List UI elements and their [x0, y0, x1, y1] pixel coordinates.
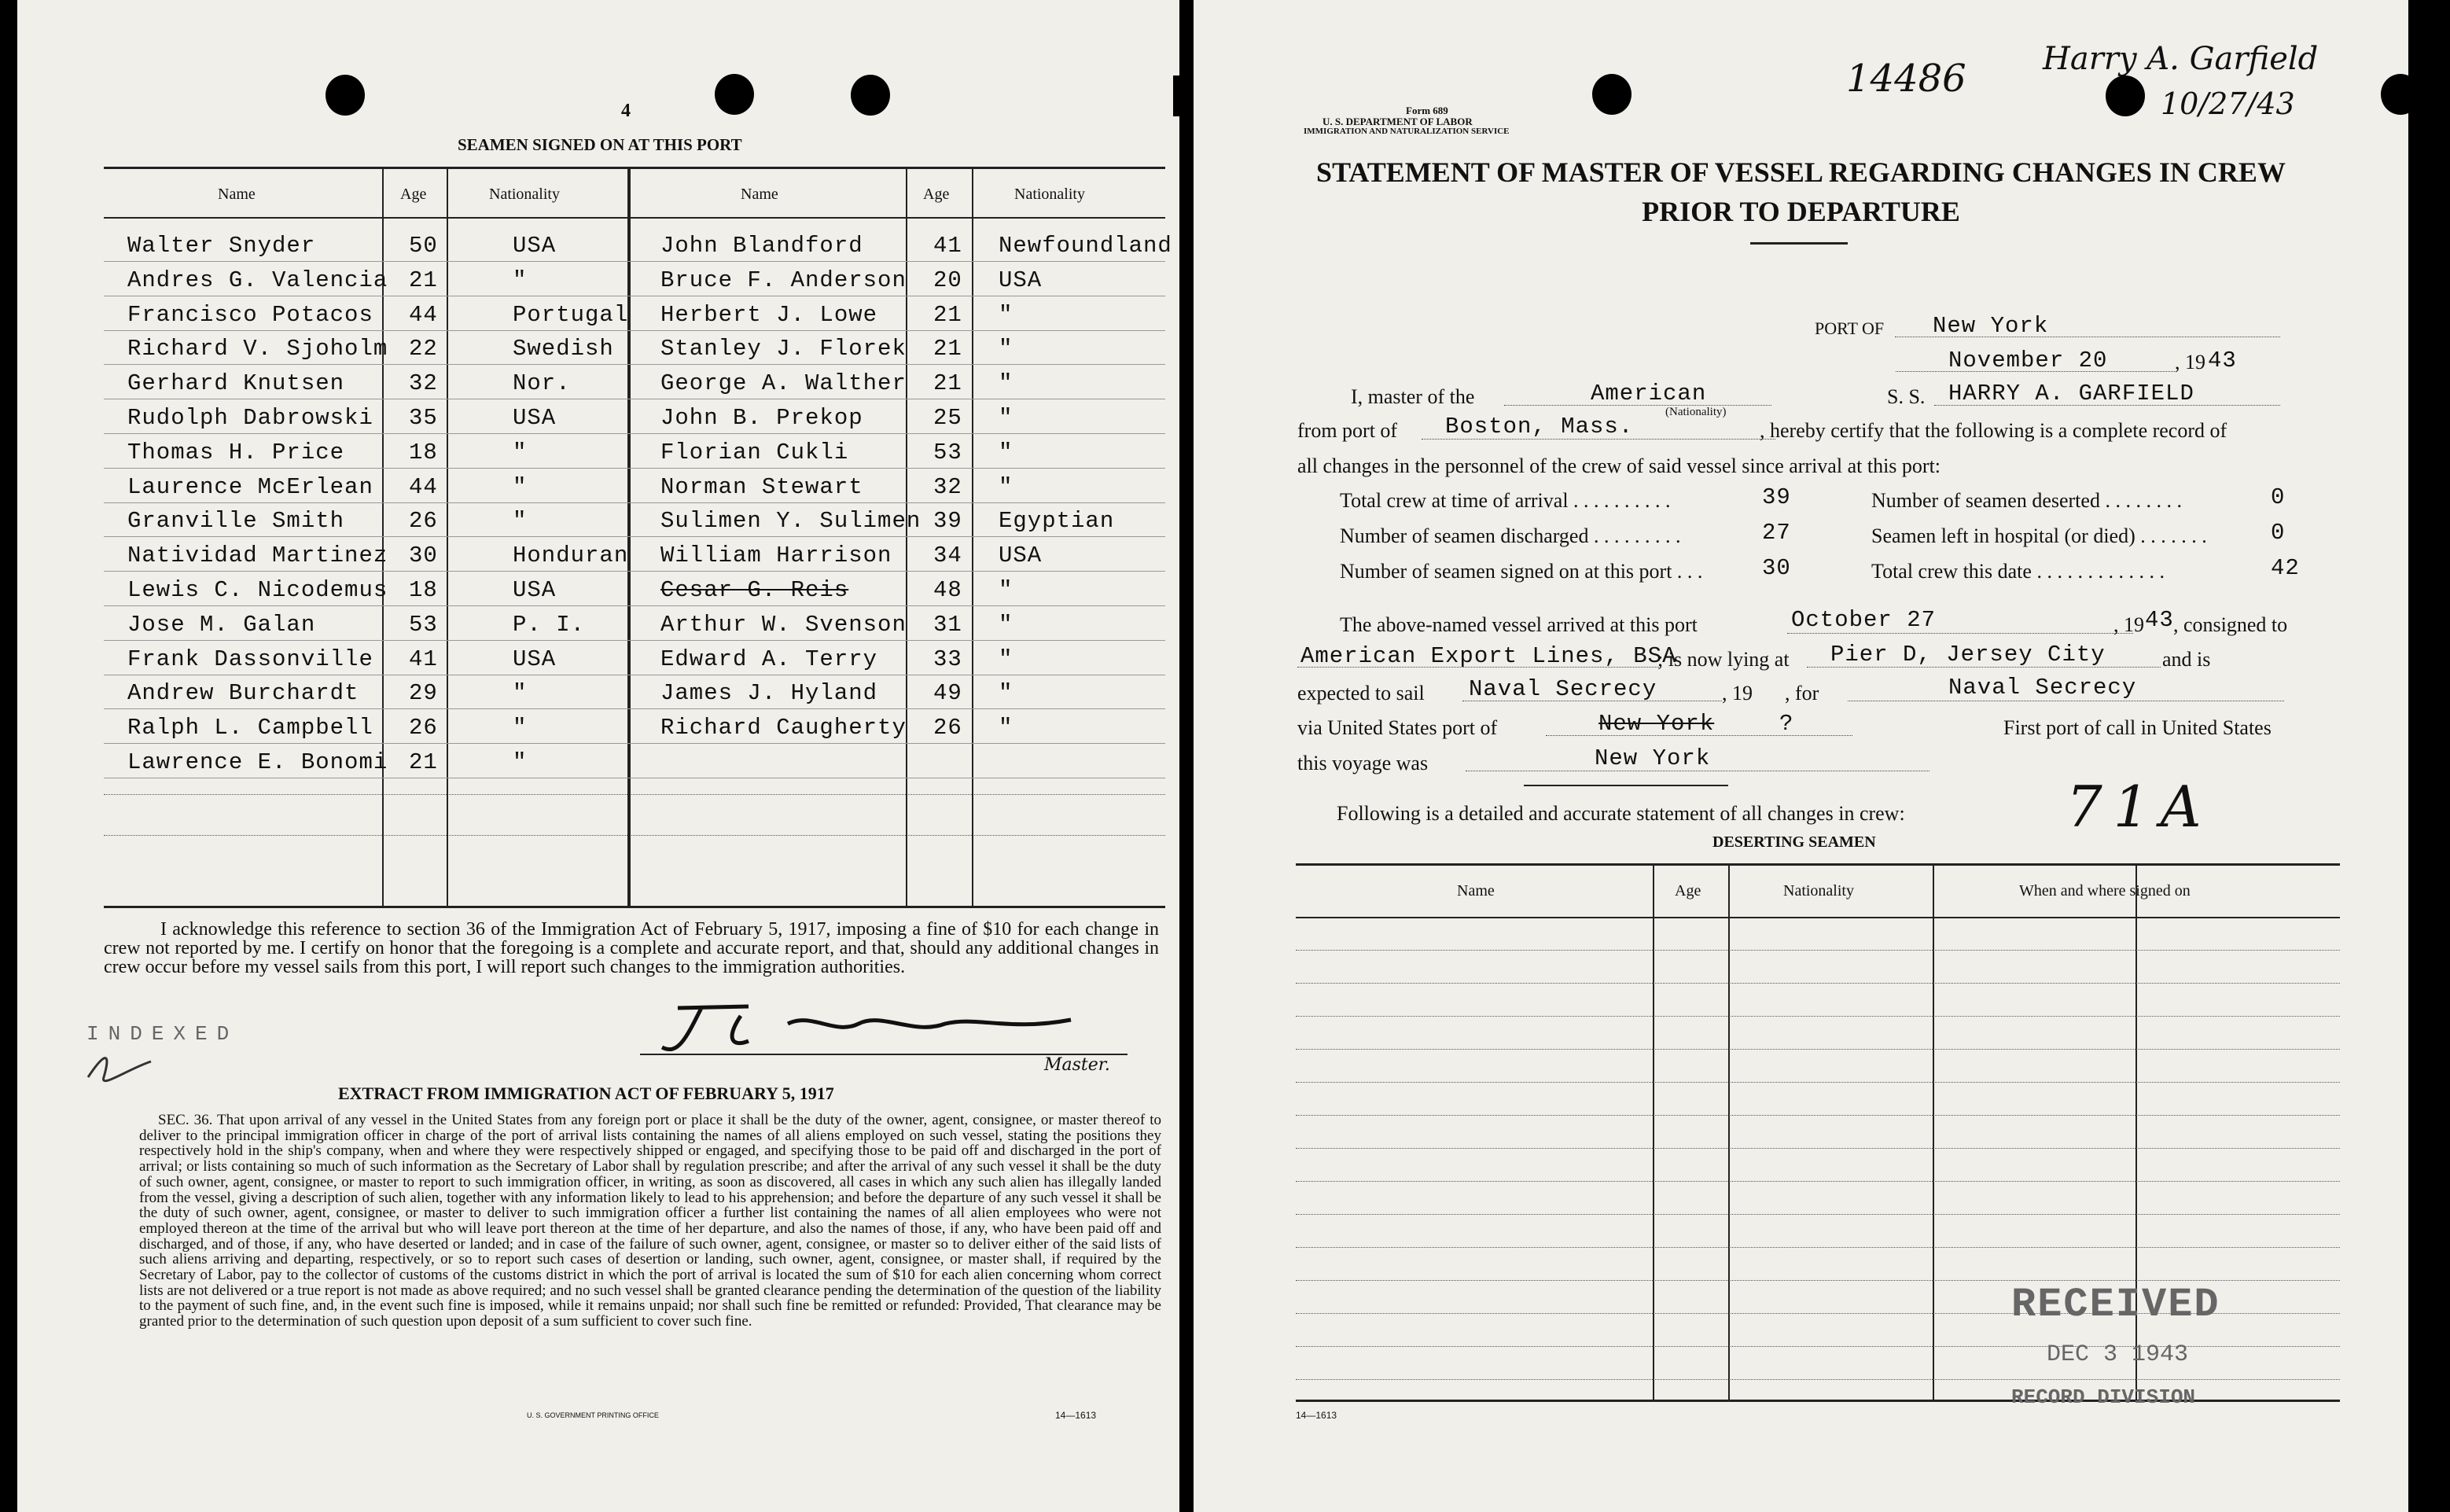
first-port-label: First port of call in United States: [2003, 716, 2272, 739]
stat-label: Number of seamen signed on at this port . . .: [1340, 560, 1703, 583]
arrived-label: The above-named vessel arrived at this port: [1340, 613, 1698, 636]
handwritten-date: 10/27/43: [2161, 86, 2295, 121]
crew-name: Natividad Martinez: [127, 543, 388, 569]
and-is: and is: [2162, 648, 2211, 671]
arrived-year: 43: [2145, 607, 2174, 633]
crew-name: Arthur W. Svenson: [660, 611, 907, 638]
consigned-label: , consigned to: [2173, 613, 2288, 636]
crew-age: 18: [409, 439, 438, 465]
crew-name: Herbert J. Lowe: [660, 301, 878, 328]
crew-age: 32: [409, 370, 438, 397]
punch-hole: [2381, 74, 2420, 115]
left-page: [17, 0, 1179, 1512]
service: IMMIGRATION AND NATURALIZATION SERVICE: [1304, 127, 1510, 136]
crew-name: Granville Smith: [127, 508, 345, 535]
following-text: Following is a detailed and accurate statement of all changes in crew:: [1337, 802, 1905, 825]
received-date: DEC 3 1943: [2047, 1341, 2189, 1368]
header-age: Age: [400, 186, 427, 203]
for-label: , for: [1785, 682, 1819, 704]
crew-nationality: ": [999, 715, 1013, 741]
crew-name: John Blandford: [660, 233, 863, 259]
header-name: Name: [218, 186, 256, 203]
received-stamp: RECEIVED: [2011, 1282, 2220, 1328]
from-port-label: from port of: [1297, 419, 1398, 442]
consignee-value: American Export Lines, BSA: [1300, 643, 1677, 669]
crew-age: 31: [933, 611, 962, 638]
crew-age: 21: [933, 370, 962, 397]
crew-nationality: Newfoundland: [999, 233, 1172, 259]
ss-label: S. S.: [1887, 385, 1926, 408]
lying-value: Pier D, Jersey City: [1830, 642, 2106, 668]
page-number: 4: [621, 101, 631, 121]
crew-nationality: Nor.: [513, 370, 571, 397]
crew-age: 33: [933, 646, 962, 672]
punch-hole: [851, 75, 890, 116]
initials-mark: [80, 1046, 190, 1093]
stat-label: Seamen left in hospital (or died) . . . . . . .: [1871, 524, 2207, 547]
crew-nationality: USA: [999, 543, 1043, 569]
stat-value: 0: [2271, 520, 2286, 546]
crew-name: William Harrison: [660, 543, 892, 569]
stat-label: Number of seamen deserted . . . . . . . .: [1871, 489, 2182, 512]
crew-nationality: ": [999, 439, 1013, 465]
stat-value: 27: [1762, 520, 1791, 546]
crew-age: 30: [409, 543, 438, 569]
section-title: SEAMEN SIGNED ON AT THIS PORT: [458, 135, 742, 154]
printing-office: U. S. GOVERNMENT PRINTING OFFICE: [527, 1411, 659, 1419]
crew-age: 34: [933, 543, 962, 569]
stat-value: 39: [1762, 484, 1791, 510]
crew-age: 44: [409, 301, 438, 328]
extract-title: EXTRACT FROM IMMIGRATION ACT OF FEBRUARY 5, 1917: [338, 1083, 834, 1103]
crew-nationality: USA: [513, 577, 557, 603]
crew-age: 53: [409, 611, 438, 638]
crew-age: 35: [409, 405, 438, 431]
crew-age: 41: [933, 233, 962, 259]
indexed-stamp: INDEXED: [86, 1022, 239, 1046]
sail-value: Naval Secrecy: [1469, 676, 1657, 702]
header-name: Name: [741, 186, 778, 203]
crew-name: Frank Dassonville: [127, 646, 373, 672]
crew-nationality: ": [999, 646, 1013, 672]
crew-age: 32: [933, 473, 962, 500]
crew-age: 50: [409, 233, 438, 259]
crew-nationality: Egyptian: [999, 508, 1115, 535]
crew-age: 41: [409, 646, 438, 672]
form-code: 14—1613: [1296, 1410, 1337, 1421]
punch-hole: [326, 75, 365, 116]
stat-value: 0: [2271, 484, 2286, 510]
stat-label: Total crew at time of arrival . . . . . . . . . .: [1340, 489, 1671, 512]
header-nationality: Nationality: [489, 186, 560, 203]
crew-age: 48: [933, 577, 962, 603]
arrived-value: October 27: [1791, 607, 1937, 633]
stat-value: 30: [1762, 555, 1791, 581]
sec36-text: SEC. 36. That upon arrival of any vessel in the United States from any foreign port or place it shall be the duty of the owner, agent, consignee, or master thereof to deliver to the principal immigration officer in charge of the port of arrival lists containing the names of all aliens employed on such vessel, stating the positions they respectively hold in the ship's company, when and where they were respectively shipped or engaged, and specifying those to be paid off and discharged in the port of arrival; or lists containing so much of such information as the Secretary of Labor shall by regulation prescribe; and after the arrival of any such vessel it shall be the duty of such owner, agent, consignee, or master to report to such immigration officer, in writing, as soon as discovered, all cases in which any such alien has illegally landed from the vessel, giving a description of such alien, together with any information likely to lead to his apprehension; and before the departure of any such vessel it shall be the duty of such owner, agent, consignee, or master to deliver to such immigration officer a further list containing the names of all alien employees who were not employed thereon at the time of the arrival but who will leave port thereon at the time of her departure, and also the names of those, if any, who have been paid off and discharged, and of those, if any, who have deserted or landed; and in case of the failure of such owner, agent, consignee, or master so to deliver either of the said lists of such aliens arriving and departing, respectively, or so to report such cases of desertion or landing, such owner, agent, consignee, or master shall, if required by the Secretary of Labor, pay to the collector of customs of the customs district in which the port of arrival is located the sum of $10 for each alien concerning whom correct lists are not delivered or a true report is not made as above required; and no such vessel shall be granted clearance pending the determination of the question of the liability to the payment of such fine, and, in the event such fine is imposed, while it remains unpaid; nor shall such fine be remitted or refunded: Provided, That clearance may be granted prior to the determination of such question upon deposit of a sum sufficient to cover such fine.: [139, 1112, 1162, 1330]
handwritten-vessel: Harry A. Garfield: [2043, 41, 2319, 77]
crew-name: Thomas H. Price: [127, 439, 345, 465]
crew-name: Lawrence E. Bonomi: [127, 749, 388, 775]
crew-age: 39: [933, 508, 962, 535]
crew-nationality: Swedish: [513, 336, 614, 362]
crew-nationality: ": [513, 267, 528, 293]
crew-nationality: ": [999, 301, 1013, 328]
handwritten-code: 71A: [2066, 774, 2213, 840]
crew-age: 21: [409, 267, 438, 293]
crew-name: Richard V. Sjoholm: [127, 336, 388, 362]
crew-name: John B. Prekop: [660, 405, 863, 431]
this-voyage-label: this voyage was: [1297, 752, 1429, 774]
deserting-title: DESERTING SEAMEN: [1712, 833, 1876, 851]
header-nationality: Nationality: [1783, 882, 1854, 899]
crew-age: 26: [409, 715, 438, 741]
crew-age: 21: [409, 749, 438, 775]
via-label: via United States port of: [1297, 716, 1498, 739]
crew-name: Sulimen Y. Sulimen: [660, 508, 922, 535]
crew-name: Jose M. Galan: [127, 611, 316, 638]
port-value: New York: [1933, 313, 2049, 339]
master-label: Master.: [1044, 1055, 1110, 1075]
master-of-label: I, master of the: [1351, 385, 1475, 408]
crew-age: 26: [933, 715, 962, 741]
master-signature: [631, 992, 1118, 1063]
crew-name: Walter Snyder: [127, 233, 316, 259]
crew-nationality: ": [513, 508, 528, 535]
arrived-year-prefix: , 19: [2113, 613, 2144, 636]
crew-name: Andrew Burchardt: [127, 680, 359, 707]
ship-name: HARRY A. GARFIELD: [1948, 381, 2194, 407]
crew-nationality: Portugal: [513, 301, 629, 328]
form-number: Form 689: [1406, 105, 1448, 116]
acknowledgement: I acknowledge this reference to section 36 of the Immigration Act of February 5, 1917, imposing a fine of $10 for each change in crew not reported by me. I certify on honor that the foregoing is a complete and accurate report, and that, should any additional changes in crew occur before my vessel sails from this port, I will report such changes to the immigration authorities.: [104, 919, 1159, 977]
punch-hole: [715, 74, 754, 115]
crew-nationality: ": [513, 680, 528, 707]
crew-nationality: P. I.: [513, 611, 586, 638]
crew-age: 44: [409, 473, 438, 500]
stat-label: Total crew this date . . . . . . . . . . . . .: [1871, 560, 2165, 583]
punch-hole: [1173, 75, 1194, 116]
crew-age: 53: [933, 439, 962, 465]
crew-nationality: USA: [999, 267, 1043, 293]
crew-name: Stanley J. Florek: [660, 336, 907, 362]
for-value: Naval Secrecy: [1948, 675, 2137, 701]
crew-name: Francisco Potacos: [127, 301, 373, 328]
department: U. S. DEPARTMENT OF LABOR: [1322, 116, 1473, 127]
header-when-where: When and where signed on: [2019, 882, 2191, 899]
crew-nationality: ": [999, 405, 1013, 431]
form-code: 14—1613: [1055, 1410, 1097, 1421]
crew-nationality: Honduran: [513, 543, 629, 569]
crew-age: 21: [933, 301, 962, 328]
form-title: STATEMENT OF MASTER OF VESSEL REGARDING CHANGES IN CREW: [1316, 156, 2286, 188]
stat-value: 42: [2271, 555, 2300, 581]
crew-nationality: ": [999, 370, 1013, 397]
crew-name: Richard Caugherty: [660, 715, 907, 741]
crew-age: 25: [933, 405, 962, 431]
via-question: ?: [1779, 711, 1794, 737]
right-page: [1194, 0, 2408, 1512]
crew-nationality: ": [999, 473, 1013, 500]
crew-age: 21: [933, 336, 962, 362]
punch-hole: [2106, 75, 2145, 116]
handwritten-number: 14486: [1846, 57, 1966, 101]
all-changes-text: all changes in the personnel of the crew of said vessel since arrival at this port:: [1297, 454, 1941, 477]
year-prefix: , 19: [2175, 351, 2205, 373]
header-age: Age: [923, 186, 950, 203]
crew-name: Norman Stewart: [660, 473, 863, 500]
expected-label: expected to sail: [1297, 682, 1425, 704]
form-subtitle: PRIOR TO DEPARTURE: [1642, 196, 1960, 227]
crew-name: Bruce F. Anderson: [660, 267, 907, 293]
crew-name: Florian Cukli: [660, 439, 849, 465]
record-division: RECORD DIVISION: [2011, 1385, 2196, 1409]
crew-age: 26: [409, 508, 438, 535]
crew-nationality: ": [999, 680, 1013, 707]
from-port-value: Boston, Mass.: [1445, 414, 1634, 440]
crew-name: Rudolph Dabrowski: [127, 405, 373, 431]
crew-nationality: USA: [513, 405, 557, 431]
crew-nationality: ": [513, 439, 528, 465]
date-value: November 20: [1948, 348, 2108, 373]
crew-name: Laurence McErlean: [127, 473, 373, 500]
crew-name: Cesar G. Reis: [660, 577, 849, 603]
crew-nationality: ": [513, 715, 528, 741]
header-nationality: Nationality: [1014, 186, 1085, 203]
crew-nationality: ": [999, 336, 1013, 362]
stat-label: Number of seamen discharged . . . . . . . . .: [1340, 524, 1681, 547]
crew-name: Gerhard Knutsen: [127, 370, 345, 397]
certify-text: , hereby certify that the following is a complete record of: [1760, 419, 2227, 442]
crew-nationality: USA: [513, 646, 557, 672]
crew-name: James J. Hyland: [660, 680, 878, 707]
crew-age: 20: [933, 267, 962, 293]
crew-age: 29: [409, 680, 438, 707]
crew-name: Ralph L. Campbell: [127, 715, 373, 741]
crew-name: Andres G. Valencia: [127, 267, 388, 293]
crew-nationality: ": [999, 577, 1013, 603]
punch-hole: [1592, 74, 1631, 115]
lying-label: ; is now lying at: [1657, 648, 1790, 671]
crew-name: Edward A. Terry: [660, 646, 878, 672]
crew-nationality: USA: [513, 233, 557, 259]
port-label: PORT OF: [1815, 318, 1885, 338]
crew-age: 22: [409, 336, 438, 362]
via-value-struck: New York: [1598, 711, 1715, 737]
crew-age: 49: [933, 680, 962, 707]
crew-nationality: ": [513, 749, 528, 775]
crew-name: Lewis C. Nicodemus: [127, 577, 388, 603]
crew-name: George A. Walther: [660, 370, 907, 397]
crew-nationality: ": [513, 473, 528, 500]
header-age: Age: [1675, 882, 1701, 899]
crew-age: 18: [409, 577, 438, 603]
nationality-value: American: [1591, 381, 1707, 407]
header-name: Name: [1457, 882, 1495, 899]
voyage-value: New York: [1595, 745, 1711, 771]
crew-nationality: ": [999, 611, 1013, 638]
nationality-caption: (Nationality): [1665, 406, 1727, 418]
nineteen: , 19: [1722, 682, 1753, 704]
year-value: 43: [2208, 348, 2237, 373]
